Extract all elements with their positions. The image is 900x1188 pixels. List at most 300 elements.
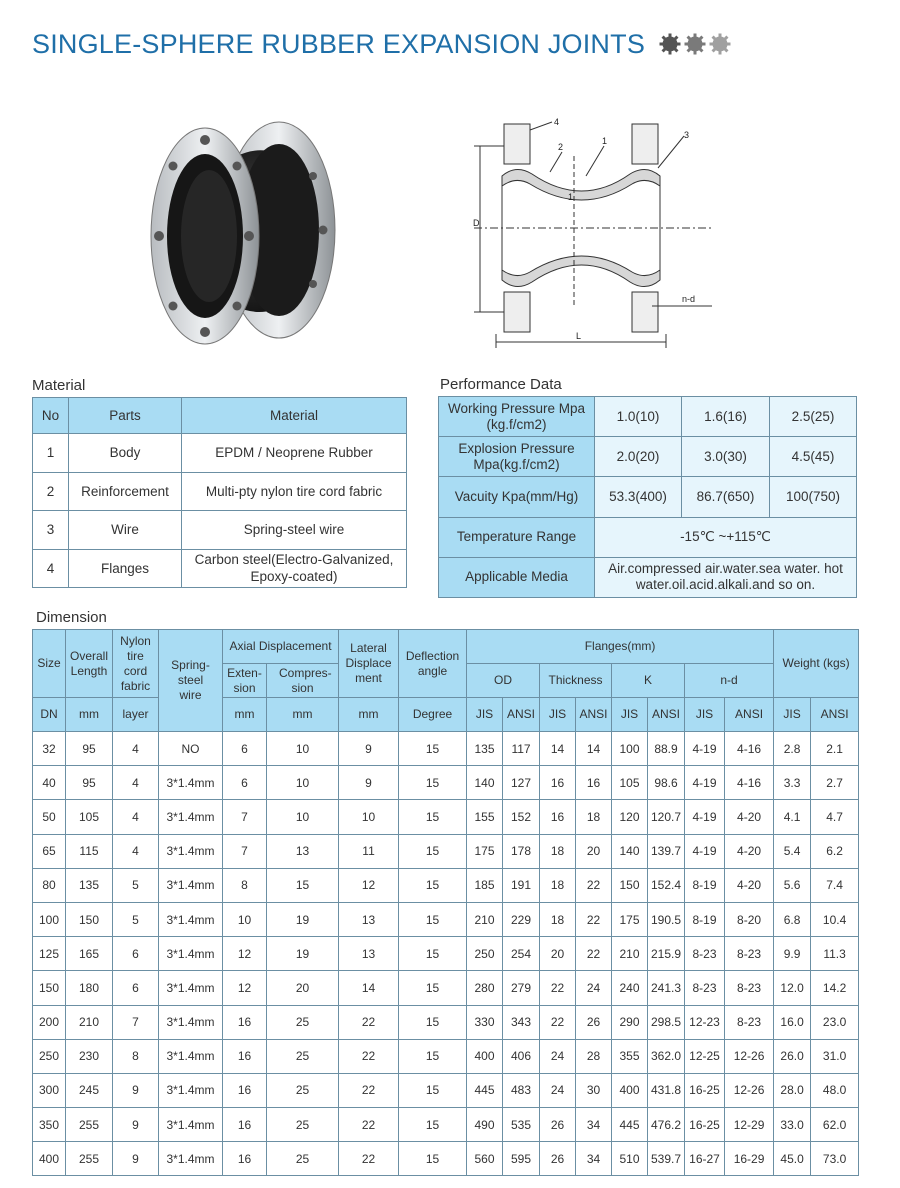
- table-cell: 135: [467, 732, 503, 766]
- dimension-table: [32, 629, 859, 1176]
- header-material: Material: [182, 398, 407, 434]
- product-photo: [145, 118, 337, 346]
- table-row: [33, 800, 859, 834]
- technical-drawing: [462, 116, 724, 352]
- header-spring-wire: Spring-steel wire: [159, 630, 223, 732]
- table-cell: 210: [467, 902, 503, 936]
- table-cell: 8-23: [725, 937, 774, 971]
- table-cell: 10: [267, 766, 339, 800]
- table-cell: 7.4: [811, 868, 859, 902]
- table-cell: 34: [576, 1108, 612, 1142]
- table-cell: 32: [33, 732, 66, 766]
- table-cell: 6.2: [811, 834, 859, 868]
- table-cell: 9: [113, 1142, 159, 1176]
- table-cell: 230: [66, 1039, 113, 1073]
- table-cell: 3*1.4mm: [159, 1039, 223, 1073]
- table-cell: 150: [66, 902, 113, 936]
- table-cell: 120.7: [648, 800, 685, 834]
- table-cell: 15: [399, 1142, 467, 1176]
- table-cell: 14: [339, 971, 399, 1005]
- unit-cell: ANSI: [725, 698, 774, 732]
- material-no: 4: [33, 549, 69, 588]
- perf-row-explosion-pressure: [439, 437, 857, 477]
- unit-cell: Degree: [399, 698, 467, 732]
- perf-value: 4.5(45): [770, 437, 857, 477]
- table-cell: 595: [503, 1142, 540, 1176]
- table-cell: 15: [399, 971, 467, 1005]
- table-cell: 8: [223, 868, 267, 902]
- table-cell: 15: [399, 1073, 467, 1107]
- table-cell: 280: [467, 971, 503, 1005]
- table-cell: 362.0: [648, 1039, 685, 1073]
- header-axial-displacement: Axial Displacement: [223, 630, 339, 664]
- unit-cell: mm: [66, 698, 113, 732]
- table-cell: 22: [339, 1073, 399, 1107]
- table-cell: 2.1: [811, 732, 859, 766]
- header-k: K: [612, 664, 685, 698]
- perf-value: 1.0(10): [595, 397, 682, 437]
- dimension-table-body: [33, 732, 859, 1176]
- table-cell: 3*1.4mm: [159, 1005, 223, 1039]
- table-cell: 26: [540, 1108, 576, 1142]
- performance-label: Performance Data: [440, 376, 562, 393]
- table-cell: 240: [612, 971, 648, 1005]
- table-cell: 150: [33, 971, 66, 1005]
- table-cell: 483: [503, 1073, 540, 1107]
- table-cell: 4-19: [685, 834, 725, 868]
- table-cell: 19: [267, 902, 339, 936]
- table-cell: 22: [576, 937, 612, 971]
- table-cell: 4.7: [811, 800, 859, 834]
- table-cell: 117: [503, 732, 540, 766]
- table-cell: 3*1.4mm: [159, 971, 223, 1005]
- table-cell: 12-29: [725, 1108, 774, 1142]
- table-cell: 445: [612, 1108, 648, 1142]
- table-cell: 7: [223, 800, 267, 834]
- table-cell: 12-26: [725, 1039, 774, 1073]
- table-cell: 178: [503, 834, 540, 868]
- table-cell: 125: [33, 937, 66, 971]
- table-cell: 4: [113, 834, 159, 868]
- table-cell: 3.3: [774, 766, 811, 800]
- table-cell: 13: [339, 937, 399, 971]
- table-cell: 300: [33, 1073, 66, 1107]
- table-cell: 14: [576, 732, 612, 766]
- header-od: OD: [467, 664, 540, 698]
- table-cell: 175: [612, 902, 648, 936]
- perf-label: Explosion Pressure Mpa(kg.f/cm2): [439, 437, 595, 477]
- material-value: Spring-steel wire: [182, 511, 407, 550]
- table-cell: 15: [399, 1108, 467, 1142]
- header-no: No: [33, 398, 69, 434]
- table-cell: 4-20: [725, 800, 774, 834]
- table-cell: 4-19: [685, 800, 725, 834]
- table-cell: 355: [612, 1039, 648, 1073]
- table-cell: 3*1.4mm: [159, 834, 223, 868]
- material-row: [33, 549, 407, 588]
- table-cell: 215.9: [648, 937, 685, 971]
- gear-icon: [684, 33, 706, 55]
- perf-label: Applicable Media: [439, 557, 595, 597]
- table-cell: 15: [399, 766, 467, 800]
- table-cell: 25: [267, 1142, 339, 1176]
- table-cell: 15: [399, 1005, 467, 1039]
- table-cell: 191: [503, 868, 540, 902]
- table-cell: 165: [66, 937, 113, 971]
- table-cell: 254: [503, 937, 540, 971]
- table-cell: 26: [576, 1005, 612, 1039]
- table-cell: 40: [33, 766, 66, 800]
- table-cell: 155: [467, 800, 503, 834]
- table-cell: 22: [540, 1005, 576, 1039]
- table-cell: 279: [503, 971, 540, 1005]
- table-cell: 16-27: [685, 1142, 725, 1176]
- table-cell: 11.3: [811, 937, 859, 971]
- table-cell: 22: [576, 868, 612, 902]
- gear-icon: [659, 33, 681, 55]
- unit-cell: mm: [267, 698, 339, 732]
- table-cell: 6: [113, 937, 159, 971]
- table-cell: 150: [612, 868, 648, 902]
- table-cell: 343: [503, 1005, 540, 1039]
- unit-cell: ANSI: [576, 698, 612, 732]
- table-cell: 8-23: [685, 971, 725, 1005]
- table-cell: 15: [399, 732, 467, 766]
- table-cell: 4-20: [725, 868, 774, 902]
- table-cell: 12-23: [685, 1005, 725, 1039]
- table-cell: 25: [267, 1039, 339, 1073]
- callout-1b: 1: [568, 192, 574, 202]
- table-cell: 105: [612, 766, 648, 800]
- dimension-label: Dimension: [36, 609, 107, 626]
- table-cell: 190.5: [648, 902, 685, 936]
- page-title: SINGLE-SPHERE RUBBER EXPANSION JOINTS: [32, 28, 646, 59]
- table-cell: 105: [66, 800, 113, 834]
- table-cell: 25: [267, 1073, 339, 1107]
- header-size: Size: [33, 630, 66, 698]
- header-deflection-angle: Deflection angle: [399, 630, 467, 698]
- table-cell: 16: [223, 1073, 267, 1107]
- unit-cell: DN: [33, 698, 66, 732]
- dimension-d: D: [473, 218, 480, 228]
- table-cell: 30: [576, 1073, 612, 1107]
- table-cell: 400: [612, 1073, 648, 1107]
- table-cell: 8-20: [725, 902, 774, 936]
- table-cell: 140: [612, 834, 648, 868]
- table-cell: 241.3: [648, 971, 685, 1005]
- table-cell: 20: [267, 971, 339, 1005]
- perf-label: Temperature Range: [439, 517, 595, 557]
- table-cell: 7: [113, 1005, 159, 1039]
- table-cell: 8: [113, 1039, 159, 1073]
- title-row: [32, 26, 731, 62]
- material-value: Multi-pty nylon tire cord fabric: [182, 472, 407, 511]
- table-cell: 3*1.4mm: [159, 766, 223, 800]
- table-row: [33, 732, 859, 766]
- table-cell: 245: [66, 1073, 113, 1107]
- callout-2: 2: [558, 142, 564, 152]
- table-cell: 140: [467, 766, 503, 800]
- table-row: [33, 868, 859, 902]
- table-row: [33, 1108, 859, 1142]
- table-cell: 3*1.4mm: [159, 868, 223, 902]
- unit-cell: JIS: [685, 698, 725, 732]
- table-cell: 31.0: [811, 1039, 859, 1073]
- table-cell: 88.9: [648, 732, 685, 766]
- table-cell: 22: [339, 1039, 399, 1073]
- table-cell: 3*1.4mm: [159, 1142, 223, 1176]
- material-value: Carbon steel(Electro-Galvanized, Epoxy-coated): [182, 549, 407, 588]
- table-cell: 3*1.4mm: [159, 937, 223, 971]
- table-cell: 7: [223, 834, 267, 868]
- table-cell: 16: [223, 1039, 267, 1073]
- table-cell: 9: [113, 1108, 159, 1142]
- material-table: [32, 397, 407, 588]
- unit-cell: layer: [113, 698, 159, 732]
- perf-row-media: [439, 557, 857, 597]
- table-row: [33, 1005, 859, 1039]
- table-cell: 18: [540, 868, 576, 902]
- table-cell: 22: [576, 902, 612, 936]
- perf-value: 53.3(400): [595, 477, 682, 517]
- table-cell: 50: [33, 800, 66, 834]
- table-cell: 12.0: [774, 971, 811, 1005]
- header-nylon: Nylon tire cord fabric: [113, 630, 159, 698]
- table-cell: 255: [66, 1142, 113, 1176]
- material-no: 3: [33, 511, 69, 550]
- table-cell: 9: [339, 732, 399, 766]
- table-cell: 120: [612, 800, 648, 834]
- table-cell: 400: [467, 1039, 503, 1073]
- material-no: 1: [33, 434, 69, 473]
- table-cell: 100: [33, 902, 66, 936]
- unit-cell: ANSI: [503, 698, 540, 732]
- table-cell: 14.2: [811, 971, 859, 1005]
- table-cell: 15: [399, 902, 467, 936]
- table-cell: 9: [339, 766, 399, 800]
- table-cell: 80: [33, 868, 66, 902]
- table-cell: 24: [540, 1073, 576, 1107]
- table-cell: 4-19: [685, 766, 725, 800]
- table-cell: 445: [467, 1073, 503, 1107]
- table-cell: 2.8: [774, 732, 811, 766]
- table-cell: 210: [612, 937, 648, 971]
- material-part: Flanges: [69, 549, 182, 588]
- table-cell: 8-23: [725, 1005, 774, 1039]
- table-cell: 34: [576, 1142, 612, 1176]
- callout-1: 1: [602, 136, 608, 146]
- table-row: [33, 937, 859, 971]
- material-part: Wire: [69, 511, 182, 550]
- header-thickness: Thickness: [540, 664, 612, 698]
- gear-icon: [709, 33, 731, 55]
- table-cell: 5.4: [774, 834, 811, 868]
- perf-row-temperature: [439, 517, 857, 557]
- table-cell: 250: [467, 937, 503, 971]
- dimension-n-d: n-d: [682, 294, 696, 304]
- table-cell: 10.4: [811, 902, 859, 936]
- table-cell: 95: [66, 732, 113, 766]
- table-row: [33, 902, 859, 936]
- table-cell: 4: [113, 800, 159, 834]
- header-weight: Weight (kgs): [774, 630, 859, 698]
- table-cell: 4-16: [725, 732, 774, 766]
- table-row: [33, 766, 859, 800]
- table-cell: 152: [503, 800, 540, 834]
- table-cell: 535: [503, 1108, 540, 1142]
- table-cell: 210: [66, 1005, 113, 1039]
- table-cell: 400: [33, 1142, 66, 1176]
- table-cell: 15: [399, 937, 467, 971]
- perf-value: 100(750): [770, 477, 857, 517]
- table-row: [33, 1142, 859, 1176]
- perf-value: -15℃ ~+115℃: [595, 517, 857, 557]
- table-cell: 4-16: [725, 766, 774, 800]
- table-cell: 330: [467, 1005, 503, 1039]
- table-cell: 13: [267, 834, 339, 868]
- table-cell: 3*1.4mm: [159, 1108, 223, 1142]
- table-cell: 8-23: [725, 971, 774, 1005]
- table-cell: 16: [223, 1142, 267, 1176]
- table-cell: 2.7: [811, 766, 859, 800]
- table-cell: 9.9: [774, 937, 811, 971]
- perf-label: Vacuity Kpa(mm/Hg): [439, 477, 595, 517]
- material-row: [33, 511, 407, 550]
- table-cell: 6: [113, 971, 159, 1005]
- table-cell: 200: [33, 1005, 66, 1039]
- table-cell: 15: [399, 868, 467, 902]
- table-cell: 406: [503, 1039, 540, 1073]
- table-cell: 25: [267, 1005, 339, 1039]
- table-cell: 16: [540, 766, 576, 800]
- table-cell: 18: [540, 834, 576, 868]
- unit-cell: JIS: [774, 698, 811, 732]
- perf-row-working-pressure: [439, 397, 857, 437]
- table-cell: 15: [399, 800, 467, 834]
- table-cell: 5.6: [774, 868, 811, 902]
- table-cell: 16-25: [685, 1073, 725, 1107]
- perf-value: 2.0(20): [595, 437, 682, 477]
- table-cell: 476.2: [648, 1108, 685, 1142]
- table-cell: 12: [339, 868, 399, 902]
- header-overall-length: Overall Length: [66, 630, 113, 698]
- table-cell: 20: [576, 834, 612, 868]
- table-cell: 4-20: [725, 834, 774, 868]
- table-cell: 73.0: [811, 1142, 859, 1176]
- unit-cell: JIS: [467, 698, 503, 732]
- table-cell: 12: [223, 937, 267, 971]
- unit-cell: ANSI: [648, 698, 685, 732]
- perf-label: Working Pressure Mpa (kg.f/cm2): [439, 397, 595, 437]
- perf-value: 1.6(16): [682, 397, 770, 437]
- unit-cell: ANSI: [811, 698, 859, 732]
- table-cell: 8-23: [685, 937, 725, 971]
- table-cell: 6: [223, 732, 267, 766]
- table-cell: 298.5: [648, 1005, 685, 1039]
- table-cell: 45.0: [774, 1142, 811, 1176]
- unit-cell: mm: [223, 698, 267, 732]
- table-cell: 16: [223, 1005, 267, 1039]
- table-cell: 62.0: [811, 1108, 859, 1142]
- table-cell: 139.7: [648, 834, 685, 868]
- table-cell: 8-19: [685, 868, 725, 902]
- table-cell: 6: [223, 766, 267, 800]
- callout-3: 3: [684, 130, 690, 140]
- table-row: [33, 1073, 859, 1107]
- table-cell: 3*1.4mm: [159, 902, 223, 936]
- unit-cell: JIS: [612, 698, 648, 732]
- material-row: [33, 472, 407, 511]
- table-cell: 5: [113, 902, 159, 936]
- gear-decoration: [659, 33, 731, 55]
- table-cell: 185: [467, 868, 503, 902]
- table-cell: 15: [399, 1039, 467, 1073]
- table-cell: 22: [339, 1108, 399, 1142]
- table-cell: 26.0: [774, 1039, 811, 1073]
- table-cell: 22: [339, 1142, 399, 1176]
- performance-table: [438, 396, 857, 598]
- table-cell: 16-29: [725, 1142, 774, 1176]
- table-cell: 95: [66, 766, 113, 800]
- table-row: [33, 1039, 859, 1073]
- table-cell: 48.0: [811, 1073, 859, 1107]
- table-cell: 14: [540, 732, 576, 766]
- unit-cell: JIS: [540, 698, 576, 732]
- table-cell: 10: [267, 732, 339, 766]
- dimension-units-row: [33, 698, 859, 732]
- table-cell: 28: [576, 1039, 612, 1073]
- table-cell: 490: [467, 1108, 503, 1142]
- table-cell: 4: [113, 766, 159, 800]
- table-cell: 18: [576, 800, 612, 834]
- table-cell: 250: [33, 1039, 66, 1073]
- table-cell: 16-25: [685, 1108, 725, 1142]
- table-row: [33, 834, 859, 868]
- table-cell: 255: [66, 1108, 113, 1142]
- table-cell: 10: [339, 800, 399, 834]
- table-cell: 3*1.4mm: [159, 1073, 223, 1107]
- table-cell: 127: [503, 766, 540, 800]
- dimension-header-row: [33, 630, 859, 664]
- table-cell: 98.6: [648, 766, 685, 800]
- table-cell: 18: [540, 902, 576, 936]
- header-parts: Parts: [69, 398, 182, 434]
- callout-4: 4: [554, 117, 560, 127]
- table-cell: 175: [467, 834, 503, 868]
- table-cell: 22: [339, 1005, 399, 1039]
- header-lateral-displacement: Lateral Displace ment: [339, 630, 399, 698]
- perf-value: Air.compressed air.water.sea water. hot water.oil.acid.alkali.and so on.: [595, 557, 857, 597]
- table-cell: 100: [612, 732, 648, 766]
- table-cell: 5: [113, 868, 159, 902]
- material-part: Reinforcement: [69, 472, 182, 511]
- table-cell: 10: [267, 800, 339, 834]
- table-cell: 16: [223, 1108, 267, 1142]
- table-cell: 11: [339, 834, 399, 868]
- material-value: EPDM / Neoprene Rubber: [182, 434, 407, 473]
- table-cell: NO: [159, 732, 223, 766]
- table-cell: 6.8: [774, 902, 811, 936]
- perf-value: 2.5(25): [770, 397, 857, 437]
- table-cell: 16: [540, 800, 576, 834]
- table-cell: 431.8: [648, 1073, 685, 1107]
- table-cell: 3*1.4mm: [159, 800, 223, 834]
- table-cell: 16.0: [774, 1005, 811, 1039]
- unit-cell: mm: [339, 698, 399, 732]
- table-cell: 15: [399, 834, 467, 868]
- material-header-row: [33, 398, 407, 434]
- table-cell: 290: [612, 1005, 648, 1039]
